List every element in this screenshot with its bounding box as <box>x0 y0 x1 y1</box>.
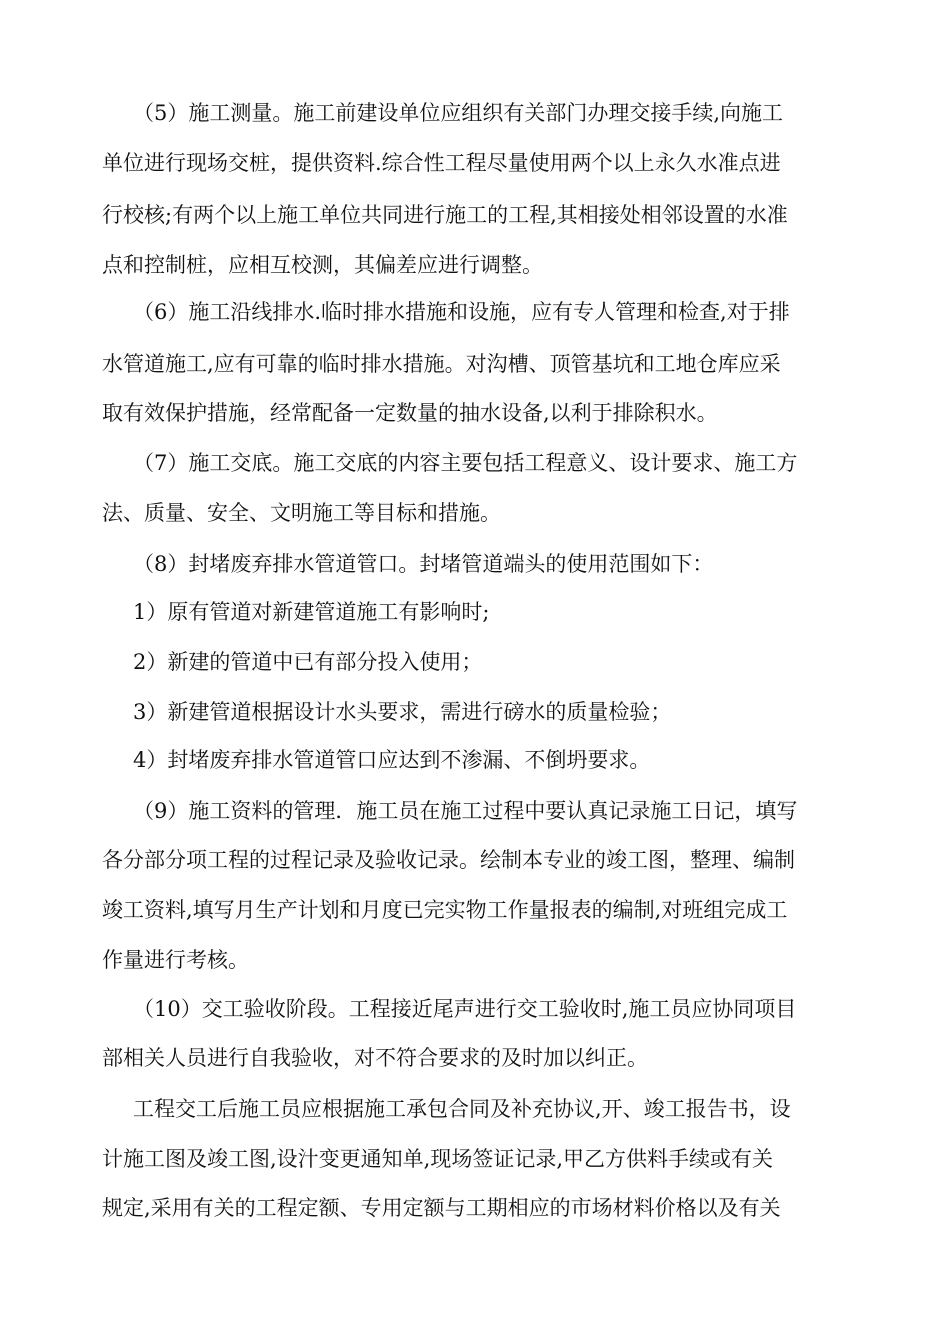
list-item: 4）封堵废弃排水管道管口应达到不渗漏、不倒坍要求。 <box>133 748 651 772</box>
text-line: 各分部分项工程的过程记录及验收记录。绘制本专业的竣工图，整理、编制 <box>102 848 795 872</box>
list-item: 2）新建的管道中已有部分投入使用； <box>133 650 483 674</box>
text-line: 点和控制桩，应相互校测，其偏差应进行调整。 <box>102 253 543 277</box>
text-line: 竣工资料,填写月生产计划和月度已完实物工作量报表的编制,对班组完成工 <box>102 898 788 922</box>
text-line: （5）施工测量。施工前建设单位应组织有关部门办理交接手续,向施工 <box>133 101 784 125</box>
text-line: 规定,采用有关的工程定额、专用定额与工期相应的市场材料价格以及有关 <box>102 1196 781 1220</box>
text-line: （10）交工验收阶段。工程接近尾声进行交工验收时,施工员应协同项目 <box>133 997 797 1021</box>
text-line: （8）封堵废弃排水管道管口。封堵管道端头的使用范围如下： <box>133 552 714 576</box>
text-line: 工程交工后施工员应根据施工承包合同及补充协议,开、竣工报告书，设 <box>133 1097 791 1121</box>
list-item: 3）新建管道根据设计水头要求，需进行磅水的质量检验； <box>133 700 672 724</box>
list-item: 1）原有管道对新建管道施工有影响时; <box>133 600 490 624</box>
text-line: 水管道施工,应有可靠的临时排水措施。对沟槽、顶管基坑和工地仓库应采 <box>102 352 781 376</box>
text-line: 法、质量、安全、文明施工等目标和措施。 <box>102 501 501 525</box>
text-line: 部相关人员进行自我验收，对不符合要求的及时加以纠正。 <box>102 1046 648 1070</box>
text-line: 计施工图及竣工图,设汁变更通知单,现场签证记录,甲乙方供料手续或有关 <box>102 1147 774 1171</box>
text-line: 取有效保护措施，经常配备一定数量的抽水设备,以利于排除积水。 <box>102 401 718 425</box>
text-line: 单位进行现场交桩，提供资料.综合性工程尽量使用两个以上永久水准点进 <box>102 151 781 175</box>
text-line: （7）施工交底。施工交底的内容主要包括工程意义、设计要求、施工方 <box>133 451 798 475</box>
text-line: 作量进行考核。 <box>102 948 249 972</box>
text-line: （9）施工资料的管理．施工员在施工过程中要认真记录施工日记，填写 <box>133 799 798 823</box>
text-line: （6）施工沿线排水.临时排水措施和设施，应有专人管理和检查,对于排 <box>133 300 790 324</box>
text-line: 行校核;有两个以上施工单位共同进行施工的工程,其相接处相邻设置的水准 <box>102 203 788 227</box>
